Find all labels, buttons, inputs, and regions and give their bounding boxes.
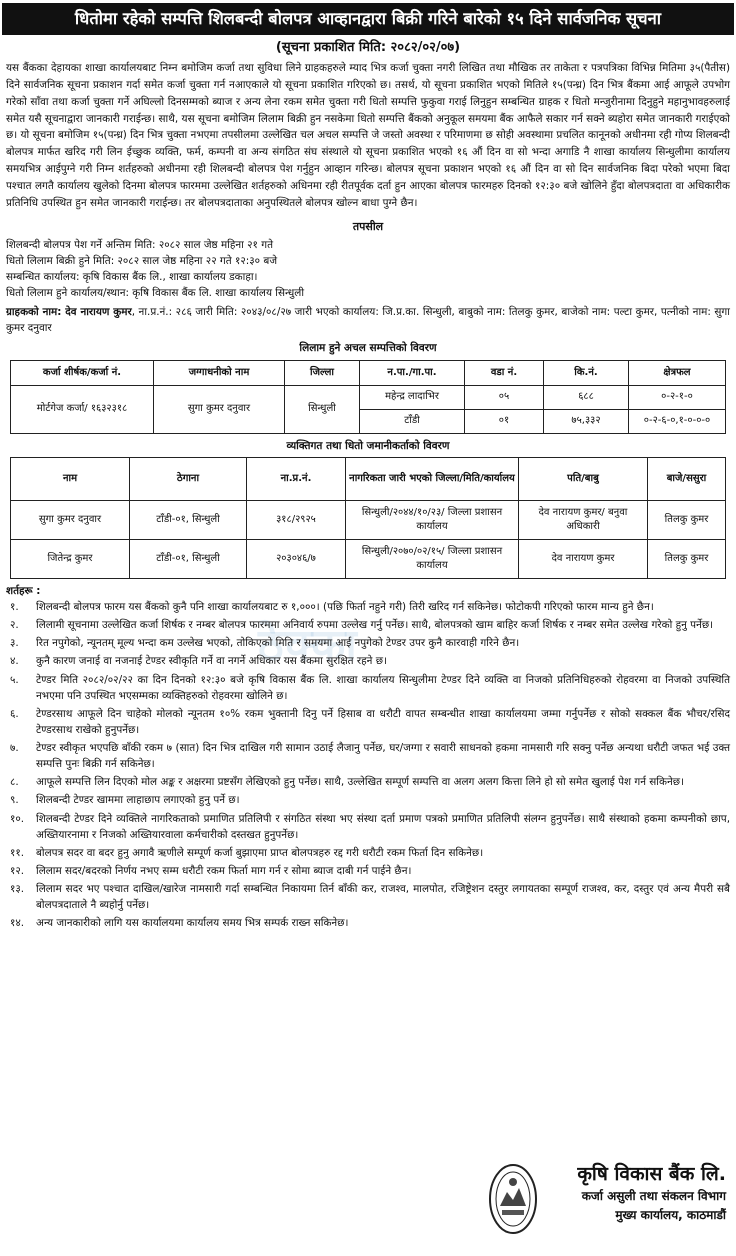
watermark: ठेक्का	[258, 620, 359, 671]
list-item	[6, 845, 730, 861]
tapsil-heading: तपसील	[352, 219, 384, 233]
item-text: टेण्डरसाथ आफूले दिन चाहेको मोलको न्यूनतम १०% रकम भुक्तानी दिनु पर्ने हिसाब वा धरौटी वापत सम्बन्धीत शाखा कार्यालयमा जम्मा गर्नुपर्नेछ र सोको सक्कल बैंक भौचर/रसिद टेण्डरसाथ राखेको हुनुपर्नेछ।	[36, 707, 730, 736]
list-item	[6, 792, 730, 808]
item-text: बोलपत्र सदर वा बदर हुनु अगावै ऋणीले सम्पूर्ण कर्जा बुझाएमा प्राप्त बोलपत्रहरु रद्द गरी धरौटी रकम फिर्ता दिन सकिनेछ।	[36, 846, 484, 859]
notice-body	[6, 60, 730, 933]
conditions-list	[6, 599, 730, 931]
parent-cell: देव नारायण कुमर/ बनुवा अधिकारी	[519, 500, 648, 539]
guarantor-table	[10, 457, 726, 579]
tapsil-line: धितो लिलाम बिक्री हुने मिति: २०८२ साल जेष्ठ महिना २२ गते १२:३० बजे	[6, 254, 278, 267]
table-row	[11, 539, 726, 578]
customer-name: ग्राहकको नाम: देव नारायण कुमर	[6, 306, 132, 319]
notice-title-banner: धितोमा रहेको सम्पत्ति शिलबन्दी बोलपत्र आव्हानद्वारा बिक्री गरिने बारेको १५ दिने सार्वजनिक सूचना	[2, 3, 734, 35]
address-cell: टाँडी-०१, सिन्धुली	[130, 500, 247, 539]
item-number: ९.	[10, 794, 19, 807]
item-number: १२.	[10, 864, 25, 877]
list-item	[6, 740, 730, 772]
col-header: क्षेत्रफल	[629, 360, 726, 385]
ward-cell: ०५	[465, 385, 544, 409]
conditions-heading: शर्तहरू :	[6, 584, 41, 597]
item-text: रित नपुगेको, न्यूनतम् मूल्य भन्दा कम उल्लेख भएको, तोकिएको मिति र समयमा आई नपुगेको टेण्डर उपर कुनै कारवाही गरिने छैन।	[36, 637, 520, 650]
item-number: ६.	[10, 707, 19, 720]
item-text: टेण्डर मिति २०८२/०२/२२ का दिन दिनको १२:३० बजे कृषि विकास बैंक लि. शाखा कार्यालय सिन्धुलीमा टेण्डर दिने व्यक्ति वा निजको प्रतिनिधिहरुको रोहवरमा वा निजको उपस्थिति नभएमा पनि उपस्थित भएसम्मका व्यक्तिहरुको रोहवरमा खोलिने छ।	[36, 673, 730, 702]
list-item	[6, 617, 730, 633]
list-item	[6, 863, 730, 879]
col-header: कि.नं.	[544, 360, 629, 385]
head-office: मुख्य कार्यालय, काठमाडौं	[615, 1207, 726, 1222]
item-text: शिलबन्दी टेण्डर खाममा लाहाछाप लगाएको हुनु पर्ने छ।	[36, 794, 240, 807]
item-text: लिलाम सदर भए पश्चात दाखिल/खारेज नामसारी गर्दा सम्बन्धित निकायमा तिर्न बाँकी कर, राजश्व, मालपोत, रजिष्ट्रेशन दस्तुर लगायतका सम्पूर्ण राजश्व, कर, दस्तुर एवं अन्य मैपरी सबै बोलपत्रदाताले नै ब्यहोर्नु पर्नेछ।	[36, 883, 730, 912]
col-header: वडा नं.	[465, 360, 544, 385]
item-number: ७.	[10, 742, 19, 755]
grandparent-cell: तिलकु कुमर	[648, 500, 726, 539]
bank-logo-seal	[488, 1162, 538, 1236]
item-number: २.	[10, 619, 19, 632]
name-cell: सुगा कुमर दनुवार	[11, 500, 130, 539]
item-text: कुनै कारण जनाई वा नजनाई टेण्डर स्वीकृति गर्ने वा नगर्ने अधिकार यस बैंकमा सुरक्षित रहने छ।	[36, 655, 387, 668]
item-number: ११.	[10, 846, 25, 859]
name-cell: जितेन्द्र कुमर	[11, 539, 130, 578]
col-header: नागरिकता जारी भएको जिल्ला/मिति/कार्यालय	[346, 457, 519, 500]
list-item	[6, 672, 730, 704]
municipality-cell: टाँडी	[360, 409, 465, 433]
address-cell: टाँडी-०१, सिन्धुली	[130, 539, 247, 578]
table-row	[11, 385, 726, 409]
item-number: १०.	[10, 812, 25, 825]
kitta-cell: ६८८	[544, 385, 629, 409]
list-item	[6, 881, 730, 913]
kitta-cell: ७५,३३२	[544, 409, 629, 433]
item-number: ३.	[10, 637, 19, 650]
issued-cell: सिन्धुली/२०४४/१०/२३/ जिल्ला प्रशासन कार्यालय	[346, 500, 519, 539]
table-row	[11, 500, 726, 539]
item-number: १३.	[10, 883, 25, 896]
list-item	[6, 635, 730, 651]
bank-name: कृषि विकास बैंक लि.	[577, 1163, 726, 1185]
col-header: पति/बाबु	[519, 457, 648, 500]
property-table	[10, 360, 726, 434]
citizenship-no-cell: ३१८/२९२५	[247, 500, 346, 539]
col-header: ना.प्र.नं.	[247, 457, 346, 500]
area-cell: ०-२-१-०	[629, 385, 726, 409]
list-item	[6, 774, 730, 790]
item-number: १.	[10, 601, 19, 614]
issued-cell: सिन्धुली/२०७०/०२/१५/ जिल्ला प्रशासन कार्यालय	[346, 539, 519, 578]
item-text: आफूले सम्पत्ति लिन दिएको मोल अङ्क र अक्षरमा प्रष्टसँग लेखिएको हुनु पर्नेछ। साथै, उल्लेखित सम्पूर्ण सम्पत्ति वा अलग अलग कित्ता लिने हो सो समेत खुलाई पेश गर्न सकिनेछ।	[36, 776, 684, 789]
col-header: बाजे/ससुरा	[648, 457, 726, 500]
col-header: ठेगाना	[130, 457, 247, 500]
item-number: १४.	[10, 917, 25, 930]
district-cell: सिन्धुली	[285, 385, 360, 433]
tapsil-line: धितो लिलाम हुने कार्यालय/स्थान: कृषि विकास बैंक लि. शाखा कार्यालय सिन्धुली	[6, 287, 305, 300]
col-header: जिल्ला	[285, 360, 360, 385]
loan-cell: मोर्टगेज कर्जा/ १६३२३१८	[11, 385, 154, 433]
table-header-row	[11, 360, 726, 385]
customer-details	[6, 304, 730, 336]
publish-date: (सूचना प्रकाशित मिति: २०८२/०२/०७)	[275, 40, 461, 55]
guarantor-table-title: व्यक्तिगत तथा धितो जमानीकर्ताको विवरण	[286, 439, 450, 452]
tapsil-line: शिलबन्दी बोलपत्र पेश गर्ने अन्तिम मिति: २०८२ साल जेष्ठ महिना २१ गते	[6, 238, 274, 251]
item-number: ४.	[10, 655, 19, 668]
col-header: नाम	[11, 457, 130, 500]
owner-cell: सुगा कुमर दनुवार	[154, 385, 285, 433]
item-number: ५.	[10, 673, 19, 686]
tapsil-section	[6, 218, 730, 337]
ward-cell: ०१	[465, 409, 544, 433]
item-text: अन्य जानकारीको लागि यस कार्यालयमा कार्यालय समय भित्र सम्पर्क राख्न सकिनेछ।	[36, 917, 349, 930]
area-cell: ०-२-६-०,१-०-०-०	[629, 409, 726, 433]
customer-info: , ना.प्र.नं.: २८६ जारी मिति: २०४३/०८/२७ जारी भएको कार्यालय: जि.प्र.का. सिन्धुली, बाबुको नाम: तिलकु कुमर, बाजेको नाम: पल्टा कुमर, पत्नीको नाम: सुगा कुमर दनुवार	[6, 306, 730, 335]
item-text: लिलामी सूचनामा उल्लेखित कर्जा शिर्षक र नम्बर बोलपत्र फारममा अनिवार्य रुपमा उल्लेख गर्नु पर्नेछ। साथै, बोलपत्रको खाम बाहिर कर्जा शिर्षक र नम्बर समेत उल्लेख गरेको हुनु पर्नेछ।	[36, 619, 714, 632]
col-header: न.पा./गा.पा.	[360, 360, 465, 385]
item-text: टेण्डर स्वीकृत भएपछि बाँकी रकम ७ (सात) दिन भित्र दाखिल गरी सामान उठाई लैजानु पर्नेछ, घर/जग्गा र सवारी साधनको हकमा नामसारी गरि सक्नु पर्नेछ अन्यथा धरौटी जफत भई उक्त सम्पत्ति पुनः बिक्री गर्न सकिनेछ।	[36, 742, 730, 771]
item-text: शिलबन्दी बोलपत्र फारम यस बैंकको कुनै पनि शाखा कार्यालयबाट रु १,०००। (पछि फिर्ता नहुने गरी) तिरी खरिद गर्न सकिनेछ। फोटोकपी गरिएको फारम मान्य हुने छैन।	[36, 601, 654, 614]
item-text: लिलाम सदर/बदरको निर्णय नभए सम्म धरौटी रकम फिर्ता माग गर्न र सोमा ब्याज दाबी गर्न पाईने छैन।	[36, 864, 412, 877]
list-item	[6, 653, 730, 669]
tapsil-line: सम्बन्धित कार्यालय: कृषि विकास बैंक लि., शाखा कार्यालय डकाहा।	[6, 270, 258, 283]
parent-cell: देव नारायण कुमर	[519, 539, 648, 578]
property-table-title: लिलाम हुने अचल सम्पत्तिको विवरण	[299, 342, 437, 355]
item-text: शिलबन्दी टेण्डर दिने व्यक्तिले नागरिकताको प्रमाणित प्रतिलिपी र संगठित संस्था भए संस्था दर्ता प्रमाण पत्रको प्रमाणित प्रतिलिपी संलग्न हुनुपर्नेछ। साथै संस्थाको हकमा कम्पनीको छाप, अख्तियारनामा र निजको अख्तियारवाला कर्मचारीको दस्तखत हुनुपर्नेछ।	[36, 812, 730, 841]
col-header: कर्जा शीर्षक/कर्जा नं.	[11, 360, 154, 385]
intro-paragraph: यस बैंकका देहायका शाखा कार्यालयबाट निम्न बमोजिम कर्जा तथा सुविधा लिने ग्राहकहरुले म्याद भित्र कर्जा चुक्ता नगरी लिखित तथा मौखिक तर ताकेता र पत्रपत्रिका विभिन्न मितिमा ३५(पैतीस) दिने सार्वजनिक सूचना प्रकाशन गर्दा समेत कर्जा चुक्ता गर्न नआएकाले यो सूचना प्रकाशित गरिएको छ। तसर्थ, यो सूचना प्रकाशित भएको मितिले १५(पन्ध्र) दिन भित्र बैंकमा आई आफूले उपभोग गरेको साँवा तथा कर्जा चुक्ता गर्ने अघिल्लो दिनसम्मको ब्याज र अन्य लेना रकम समेत चुक्ता गरी धितो सम्पत्ति फुकुवा गराई लिनुहुन सम्बन्धित ग्राहक र धितो मन्जुरीनामा दिनुहुने महानुभावहरुलाई समेत यसै सूचनाद्वारा जानकारी गराईन्छ। साथै, यस सूचना बमोजिम लिलाम बिक्री हुन नसकेमा धितो सम्पत्ति बैंकको अनुकूल समयमा बैंक आफैले सकार गर्न सक्ने ब्यहोरा समेत जानकारी गराईएको छ। यो सूचना बमोजिम १५(पन्ध्र) दिन भित्र चुक्ता नभएमा तपसीलमा उल्लेखित चल अचल सम्पत्ति जे जस्तो अवस्था र परिमाणमा छ सोही अवस्थामा प्रचलित कानूनको अधीनमा रही गोप्य शिलबन्दी बोलपत्र मार्फत खरिद गरी लिन ईच्छुक व्यक्ति, फर्म, कम्पनी वा अन्य संगठित संघ संस्थाले यो सूचना प्रकाशित भएको १६ औं दिन वा सो भन्दा अगाडि नै शाखा कार्यालय सिन्धुलीमा कार्यालय समयभित्र आईपुग्ने गरी निम्न शर्तहरुको अधीनमा रही शिलबन्दी बोलपत्र पेश गर्नुहुन आव्हान गरिन्छ। बोलपत्र सूचना प्रकाशन भएको १६ औं दिन वा सो दिन सार्वजनिक बिदा परेको भएमा बिदा पश्चात लगतै कार्यालय खुलेको दिनमा बोलपत्र फारममा उल्लेखित शर्तहरुको अधिनमा रही रीतपूर्वक दर्ता हुन आएका बोलपत्र फारमहरु दिनको १२:३० बजे खोलिने हुँदा बोलपत्रदाता वा अधिकारीक प्रतिनिधि उपस्थित हुन समेत जानकारी गराईन्छ। तर बोलपत्रदाताका अनुपस्थितले बोलपत्र खोल्न बाधा पुग्ने छैन।	[6, 62, 730, 209]
signature-block	[577, 1162, 726, 1225]
grandparent-cell: तिलकु कुमर	[648, 539, 726, 578]
citizenship-no-cell: २०३०४६/७	[247, 539, 346, 578]
item-number: ८.	[10, 776, 19, 789]
municipality-cell: महेन्द्र लादाभिर	[360, 385, 465, 409]
list-item	[6, 915, 730, 931]
list-item	[6, 706, 730, 738]
table-header-row	[11, 457, 726, 500]
list-item	[6, 811, 730, 843]
department-name: कर्जा असुली तथा संकलन विभाग	[581, 1188, 726, 1203]
list-item	[6, 599, 730, 615]
col-header: जग्गाधनीको नाम	[154, 360, 285, 385]
